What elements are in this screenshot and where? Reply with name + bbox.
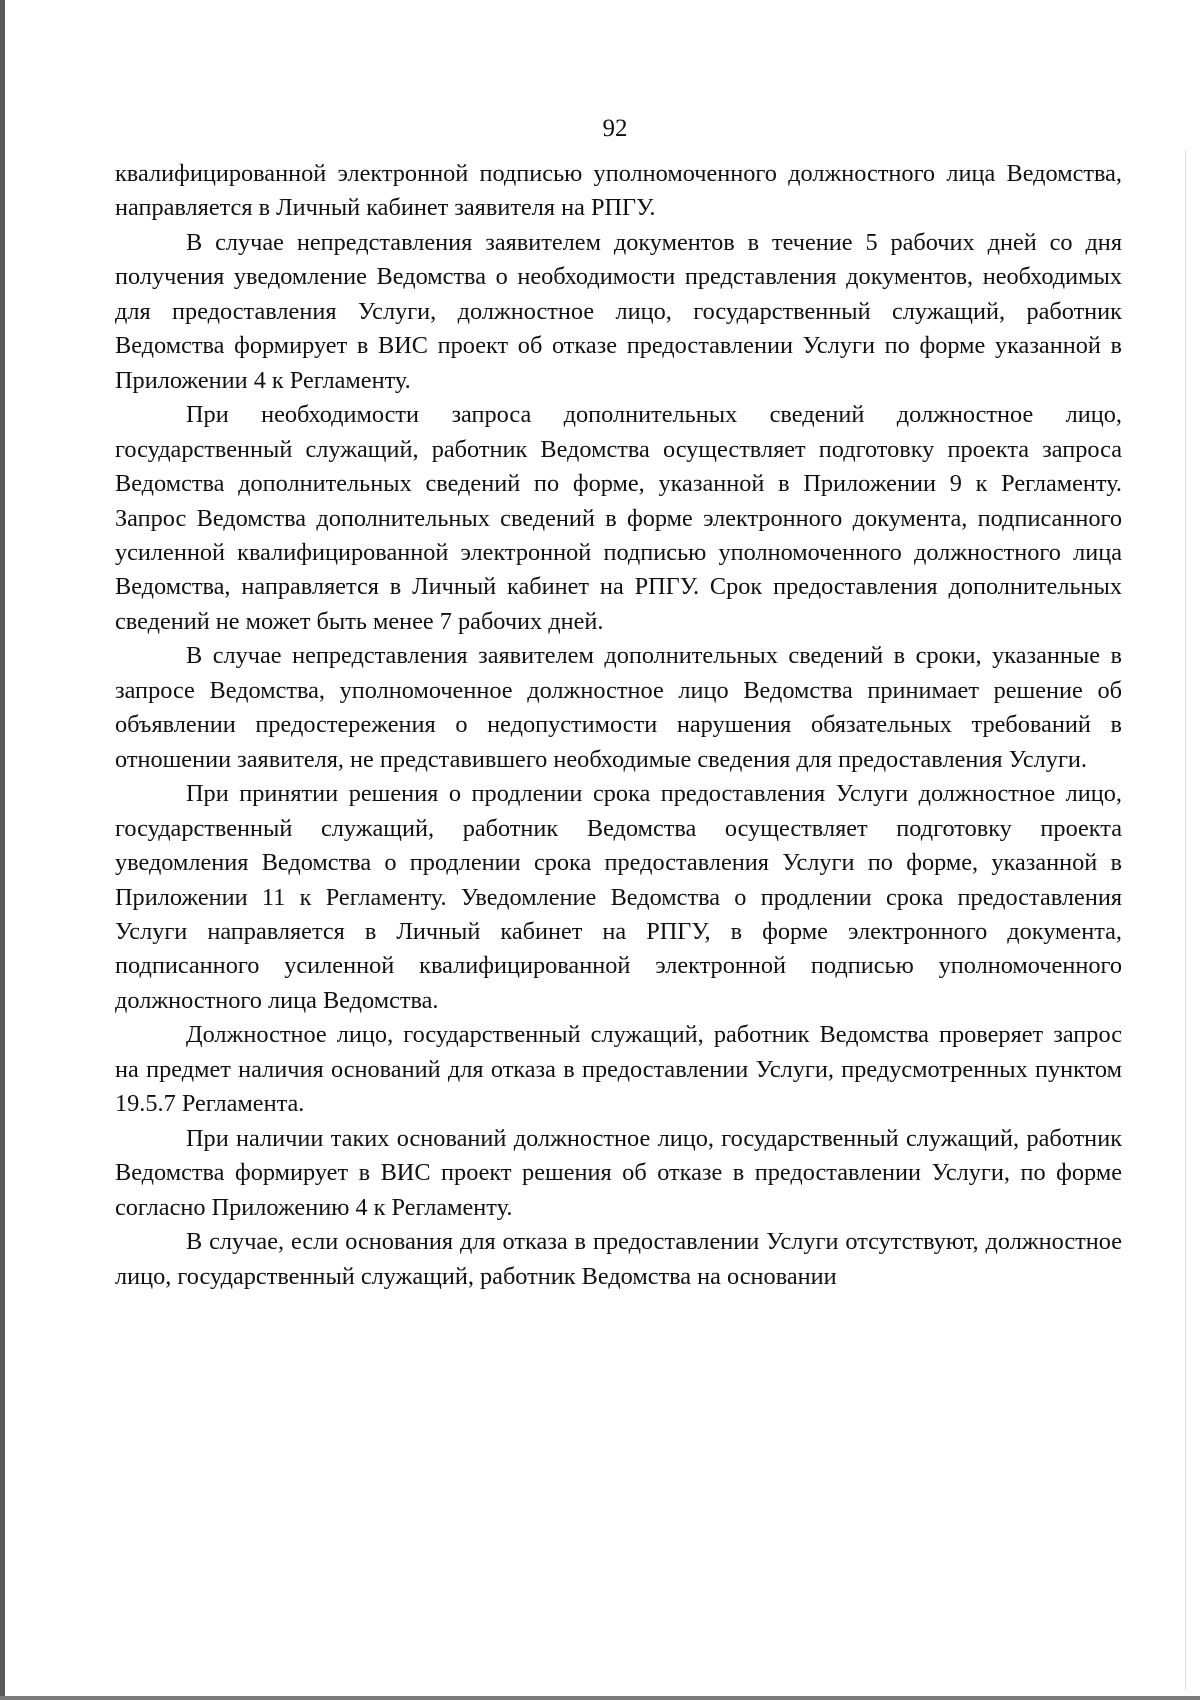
paragraph-grounds-check: Должностное лицо, государственный служащий, работник Ведомства проверяет запрос на предмет наличия оснований для отказа в предоставлении Услуги, предусмотренных пунктом 19.5.7 Регламента. [115, 1021, 1122, 1118]
scan-right-edge [1185, 150, 1186, 1690]
paragraph-refusal-draft: При наличии таких оснований должностное лицо, государственный служащий, работник Ведомства формирует в ВИС проект решения об отказе в предоставлении Услуги, по форме согласно Приложению 4 к Регламенту. [115, 1124, 1122, 1221]
paragraph-additional-info-request: При необходимости запроса дополнительных сведений должностное лицо, государственный служащий, работник Ведомства осуществляет подготовку проекта запроса Ведомства дополнительных сведений по форме, указанной в Приложении 9 к Регламенту. Запрос Ведомства дополнительных сведений в форме электронного документа, подписанного усиленной квалифицированной электронной подписью уполномоченного должностного лица Ведомства, направляется в Личный кабинет на РПГУ. Срок предоставления дополнительных сведений не может быть менее 7 рабочих дней. [115, 401, 1122, 635]
scan-left-edge [0, 0, 5, 1700]
paragraph-no-grounds: В случае, если основания для отказа в предоставлении Услуги отсутствуют, должностное лицо, государственный служащий, работник Ведомства на основании [115, 1228, 1122, 1290]
paragraph-term-extension: При принятии решения о продлении срока предоставления Услуги должностное лицо, государственный служащий, работник Ведомства осуществляет подготовку проекта уведомления Ведомства о продлении срока предоставления Услуги по форме, указанной в Приложении 11 к Регламенту. Уведомление Ведомства о продлении срока предоставления Услуги направляется в Личный кабинет на РПГУ, в форме электронного документа, подписанного усиленной квалифицированной электронной подписью уполномоченного должностного лица Ведомства. [115, 780, 1122, 1014]
paragraph-missing-documents: В случае непредставления заявителем документов в течение 5 рабочих дней со дня получения уведомление Ведомства о необходимости представления документов, необходимых для предоставления Услуги, должностное лицо, государственный служащий, работник Ведомства формирует в ВИС проект об отказе предоставлении Услуги по форме указанной в Приложении 4 к Регламенту. [115, 228, 1122, 394]
scan-bottom-edge [0, 1696, 1200, 1700]
paragraph-warning-decision: В случае непредставления заявителем дополнительных сведений в сроки, указанные в запросе Ведомства, уполномоченное должностное лицо Ведомства принимает решение об объявлении предостережения о недопустимости нарушения обязательных требований в отношении заявителя, не представившего необходимые сведения для предоставления Услуги. [115, 642, 1122, 773]
page-number: 92 [602, 115, 628, 142]
paragraph-continuation: квалифицированной электронной подписью уполномоченного должностного лица Ведомства, направляется в Личный кабинет заявителя на РПГУ. [115, 160, 1122, 222]
document-body [115, 157, 1122, 1294]
